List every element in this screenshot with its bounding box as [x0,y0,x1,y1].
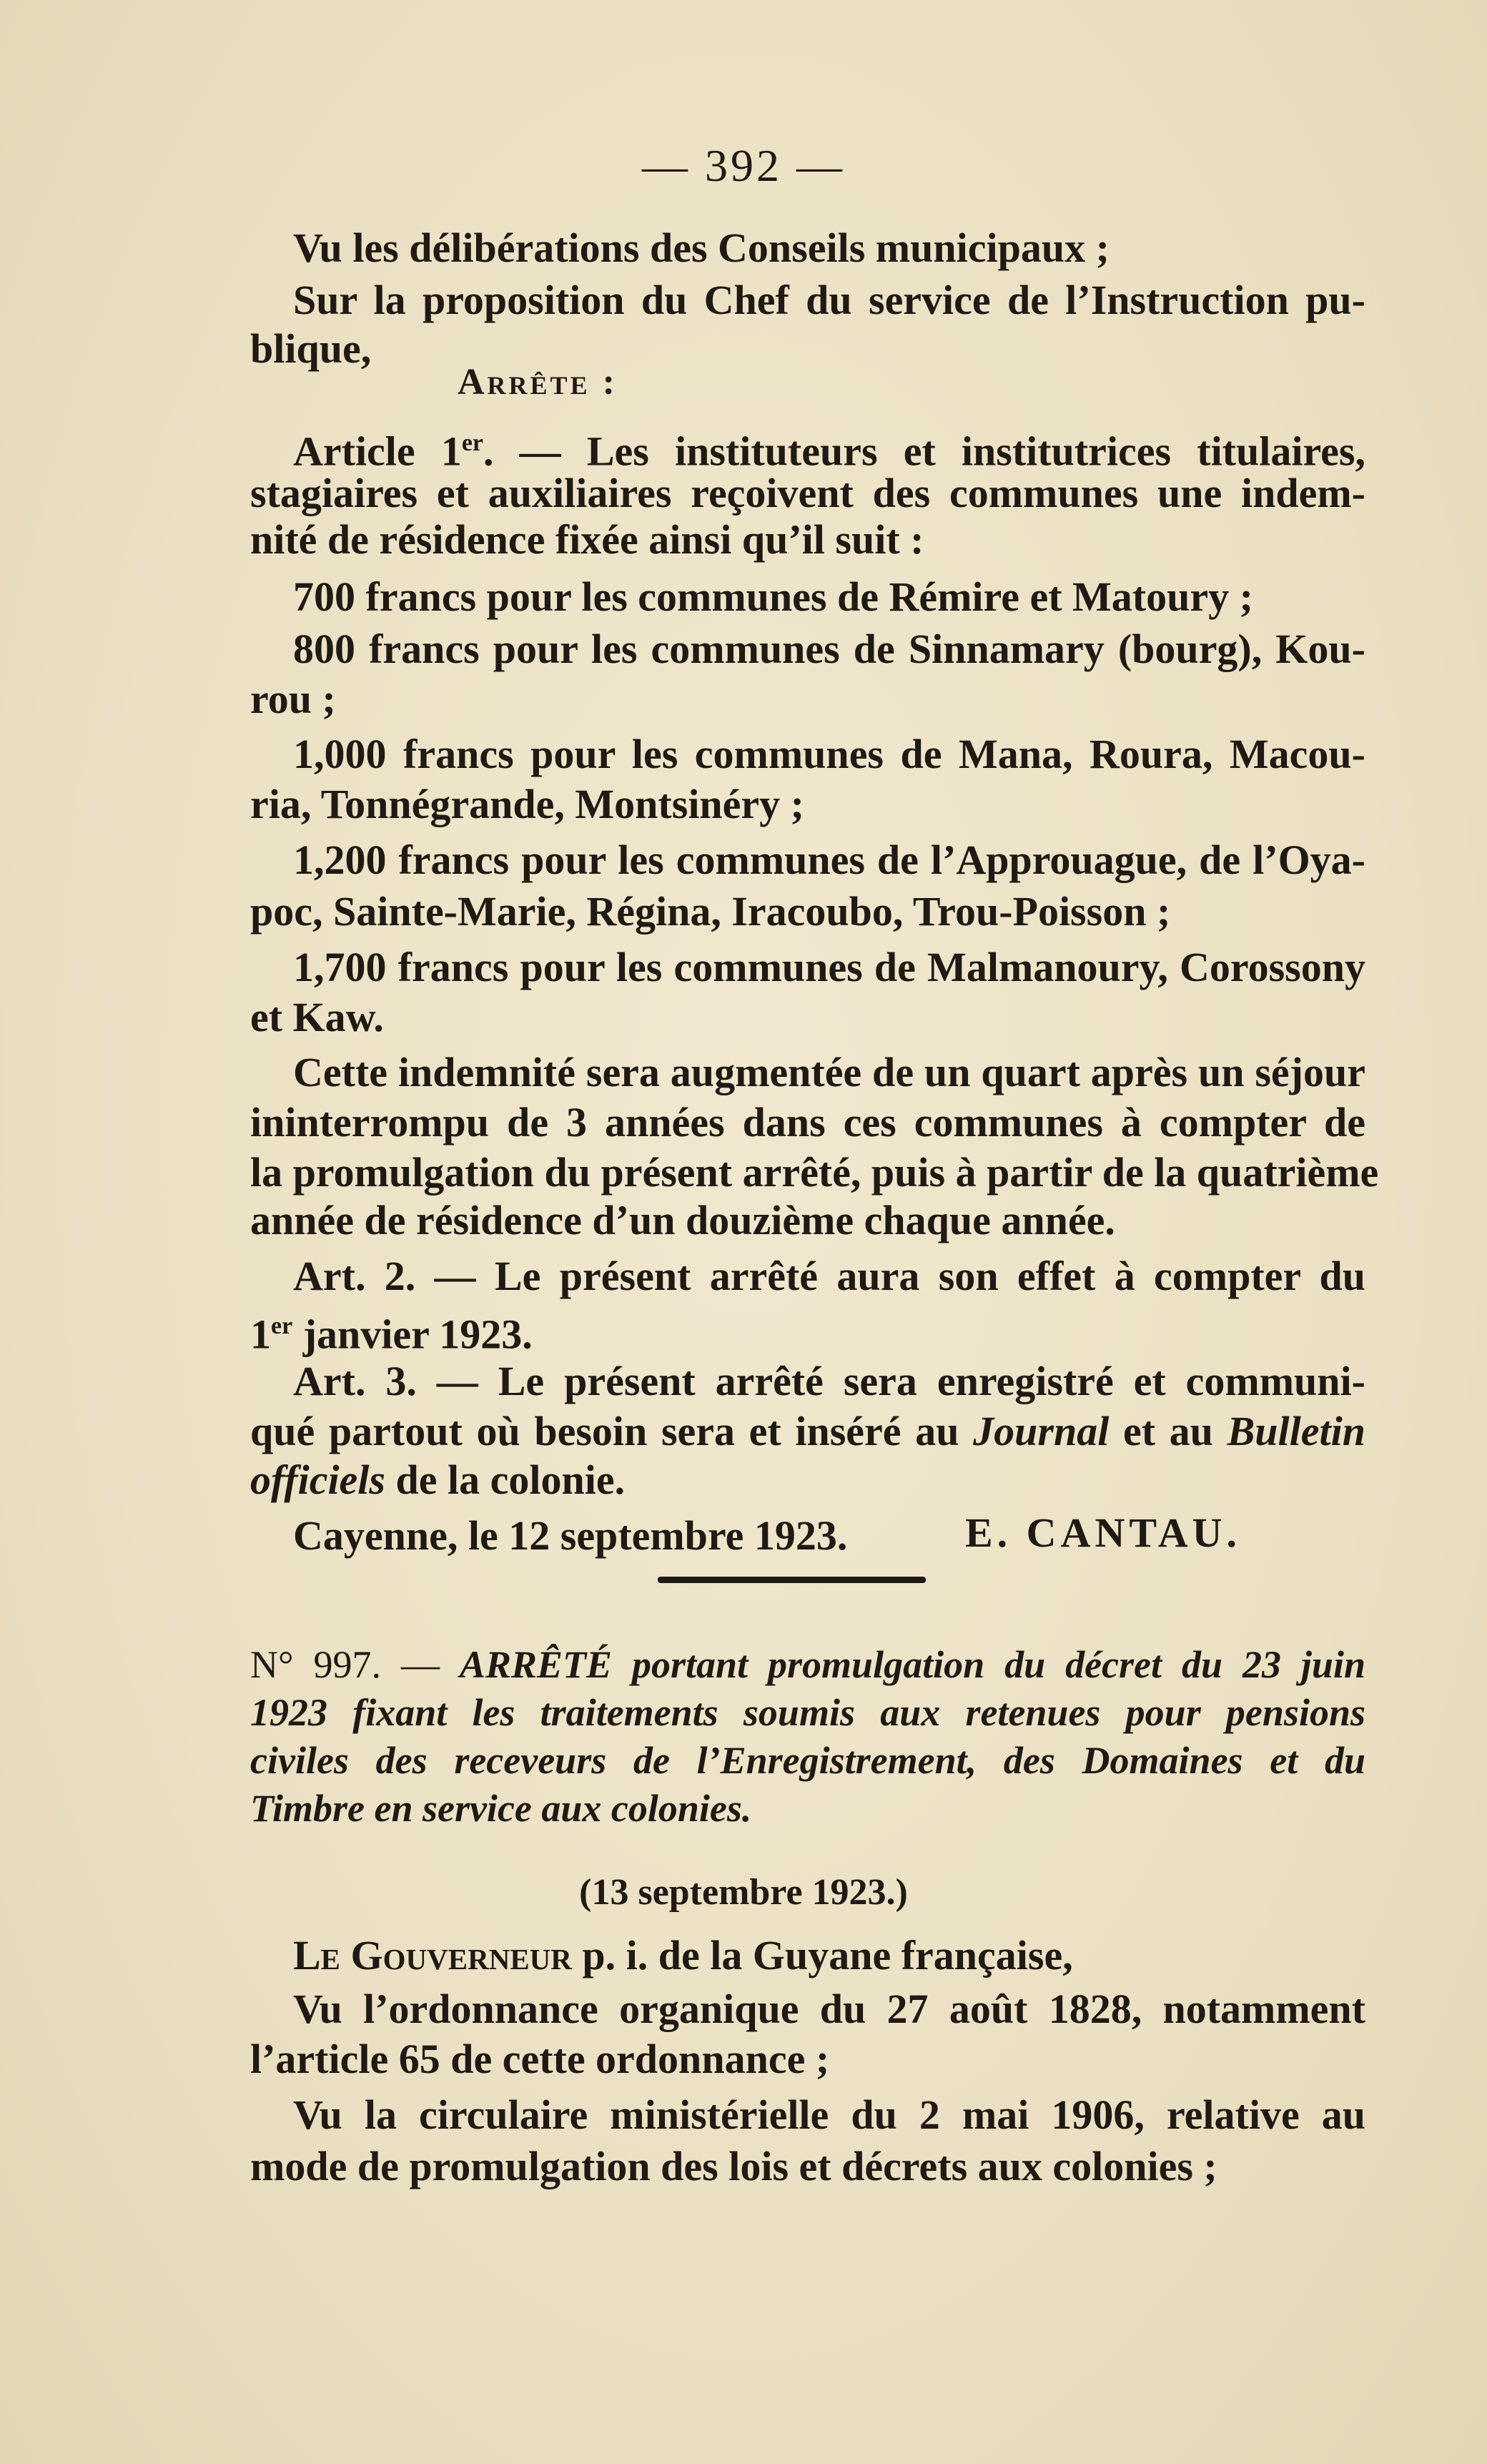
page-number: — 392 — [642,140,845,191]
date-place-line: Cayenne, le 12 septembre 1923. [293,1512,848,1559]
text-line: poc, Sainte-Marie, Régina, Iracoubo, Trou-Poisson ; [250,888,1171,935]
text-segment: 1 [250,1311,271,1358]
text-line: l’article 65 de cette ordonnance ; [250,2036,830,2082]
text-line: année de résidence d’un douzième chaque année. [250,1197,1115,1243]
article-3-end-line [250,1455,1365,1505]
text-line: 800 francs pour les communes de Sinnamary (bourg), Kou- [293,626,1365,672]
text-line: 700 francs pour les communes de Rémire et Matoury ; [293,573,1253,620]
text-line: Cette indemnité sera augmentée de un quart après un séjour [293,1049,1365,1095]
text-line: et Kaw. [250,994,384,1040]
decree-title-line [250,1640,1365,1690]
text-line: Vu les délibérations des Conseils municipaux ; [293,225,1110,271]
text-line: 1,000 francs pour les communes de Mana, Roura, Macou- [293,731,1365,777]
decree-title-line: 1923 fixant les traitements soumis aux retenues pour pensions [250,1691,1365,1734]
superscript: er [271,1313,293,1339]
text-line: Art. 2. — Le présent arrêté aura son effet à compter du [293,1253,1365,1299]
text-segment: de la colonie. [385,1457,626,1503]
text-segment: p. i. de la Guyane française, [571,1932,1073,1978]
text-segment: . — Les instituteurs et institutrices titulaires, [483,428,1365,475]
signature: E. CANTAU. [965,1509,1241,1556]
text-line: Art. 3. — Le présent arrêté sera enregistré et communi- [293,1358,1365,1404]
article-3-line [250,1406,1365,1457]
text-line: Vu l’ordonnance organique du 27 août 1828, notamment [293,1986,1365,2032]
section-divider [658,1577,926,1583]
text-segment: et au [1109,1408,1227,1454]
decree-title-line: civiles des receveurs de l’Enregistrement, des Domaines et du [250,1739,1365,1782]
text-segment: qué partout où besoin sera et inséré au [250,1408,974,1454]
text-line: ininterrompu de 3 années dans ces communes à compter de [250,1099,1365,1145]
article-2-date-line [250,1301,1365,1359]
text-segment: janvier 1923. [292,1311,533,1358]
decree-title-line: Timbre en service aux colonies. [250,1787,752,1830]
text-line: Sur la proposition du Chef du service de l’Instruction pu- [293,277,1365,323]
text-line: stagiaires et auxiliaires reçoivent des communes une indem- [250,470,1365,516]
governor-line [293,1931,1365,1981]
text-segment: officiels [250,1457,385,1503]
text-line: 1,700 francs pour les communes de Malmanoury, Corossony [293,944,1365,990]
text-line: nité de résidence fixée ainsi qu’il suit : [250,516,924,563]
text-line: la promulgation du présent arrêté, puis à partir de la quatrième [250,1149,1379,1196]
text-line: 1,200 francs pour les communes de l’Approuague, de l’Oya- [293,837,1365,883]
decree-title: ARRÊTÉ portant promulgation du décret du 23 juin [459,1643,1365,1686]
text-line: rou ; [250,676,336,722]
decree-number: N° 997. — [250,1643,460,1686]
decree-date: (13 septembre 1923.) [579,1872,908,1913]
arrete-heading: Arrête : [458,362,618,403]
text-segment: Le Gouverneur [293,1932,572,1978]
text-line: blique, [250,325,372,372]
text-line: mode de promulgation des lois et décrets aux colonies ; [250,2143,1217,2189]
bulletin-title: Bulletin [1227,1408,1365,1454]
superscript: er [461,430,484,456]
text-line: Vu la circulaire ministérielle du 2 mai 1906, relative au [293,2091,1365,2138]
text-segment: Article 1 [293,428,462,475]
journal-title: Journal [973,1408,1110,1454]
text-line: ria, Tonnégrande, Montsinéry ; [250,781,804,827]
